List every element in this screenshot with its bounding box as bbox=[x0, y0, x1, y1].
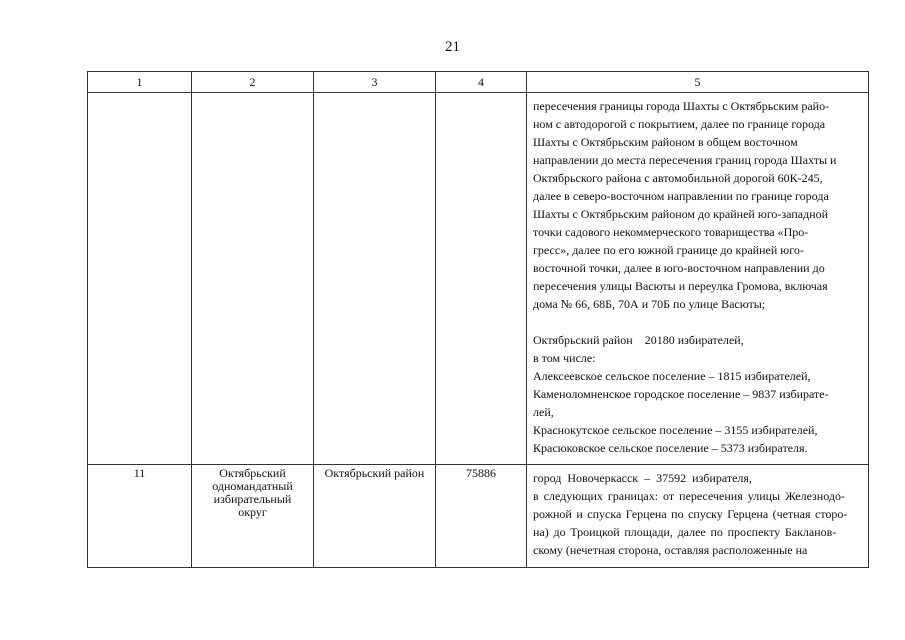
header-cell-3: 3 bbox=[314, 72, 436, 93]
boundary-line: направлении до места пересечения границ города Шахты и bbox=[533, 153, 837, 167]
voters-count: 75886 bbox=[466, 466, 496, 480]
header-cell-5: 5 bbox=[527, 72, 869, 93]
description-line: рожной и спуска Герцена по спуску Герцена (четная сторо- bbox=[533, 507, 848, 521]
boundary-line: Октябрьского района с автомобильной дорогой 60К-245, bbox=[533, 171, 823, 185]
district-summary-line: в том числе: bbox=[533, 351, 596, 365]
district-summary-line: лей, bbox=[533, 405, 554, 419]
okrug-name-line: Октябрьский bbox=[219, 466, 286, 480]
districts-table bbox=[87, 71, 869, 568]
row-11-description-cell bbox=[527, 465, 869, 568]
row-11-voters-cell bbox=[436, 465, 527, 568]
row-11-okrug-cell bbox=[192, 465, 314, 568]
description-line: в следующих границах: от пересечения улицы Железнодо- bbox=[533, 489, 845, 503]
continued-cell-1 bbox=[88, 93, 192, 465]
district-summary bbox=[533, 331, 862, 457]
district-summary-line: Алексеевское сельское поселение – 1815 избирателей, bbox=[533, 369, 811, 383]
district-name: Октябрьский район bbox=[324, 466, 425, 480]
boundary-line: гресс», далее по его южной границе до крайней юго- bbox=[533, 243, 804, 257]
boundary-line: пересечения улицы Васюты и переулка Громова, включая bbox=[533, 279, 828, 293]
description-line: на) до Троицкой площади, далее по проспекту Бакланов- bbox=[533, 525, 837, 539]
okrug-name-line: избирательный bbox=[213, 492, 292, 506]
table-row-11 bbox=[88, 465, 869, 568]
table-row-continued bbox=[88, 93, 869, 465]
page-number: 21 bbox=[445, 39, 460, 55]
description-line: скому (нечетная сторона, оставляя расположенные на bbox=[533, 543, 808, 557]
header-cell-2: 2 bbox=[192, 72, 314, 93]
boundary-line: Шахты с Октябрьским районом до крайней юго-западной bbox=[533, 207, 829, 221]
table-header-row bbox=[88, 72, 869, 93]
continued-cell-4 bbox=[436, 93, 527, 465]
continued-cell-2 bbox=[192, 93, 314, 465]
continued-cell-3 bbox=[314, 93, 436, 465]
boundary-line: восточной точки, далее в юго-восточном направлении до bbox=[533, 261, 825, 275]
row-11-district-cell bbox=[314, 465, 436, 568]
boundary-line: далее в северо-восточном направлении по границе города bbox=[533, 189, 829, 203]
header-cell-1: 1 bbox=[88, 72, 192, 93]
row-11-number-cell bbox=[88, 465, 192, 568]
boundary-description bbox=[533, 97, 862, 313]
header-cell-4: 4 bbox=[436, 72, 527, 93]
boundary-line: Шахты с Октябрьским районом в общем восточном bbox=[533, 135, 798, 149]
continued-cell-5 bbox=[527, 93, 869, 465]
okrug-name-line: одномандатный bbox=[212, 479, 293, 493]
district-summary-line: Каменоломненское городское поселение – 9837 избирате- bbox=[533, 387, 829, 401]
boundary-line: пересечения границы города Шахты с Октябрьским райо- bbox=[533, 99, 830, 113]
boundary-line: дома № 66, 68Б, 70А и 70Б по улице Васюты; bbox=[533, 297, 766, 311]
district-summary-line: Краснокутское сельское поселение – 3155 избирателей, bbox=[533, 423, 818, 437]
district-summary-line: Октябрьский район 20180 избирателей, bbox=[533, 333, 744, 347]
boundary-line: точки садового некоммерческого товарищества «Про- bbox=[533, 225, 809, 239]
description-line: город Новочеркасск – 37592 избирателя, bbox=[533, 471, 752, 485]
boundary-line: ном с автодорогой с покрытием, далее по границе города bbox=[533, 117, 826, 131]
row-number: 11 bbox=[133, 466, 146, 480]
district-summary-line: Красюковское сельское поселение – 5373 избирателя. bbox=[533, 441, 808, 455]
okrug-name-line: округ bbox=[238, 505, 267, 519]
